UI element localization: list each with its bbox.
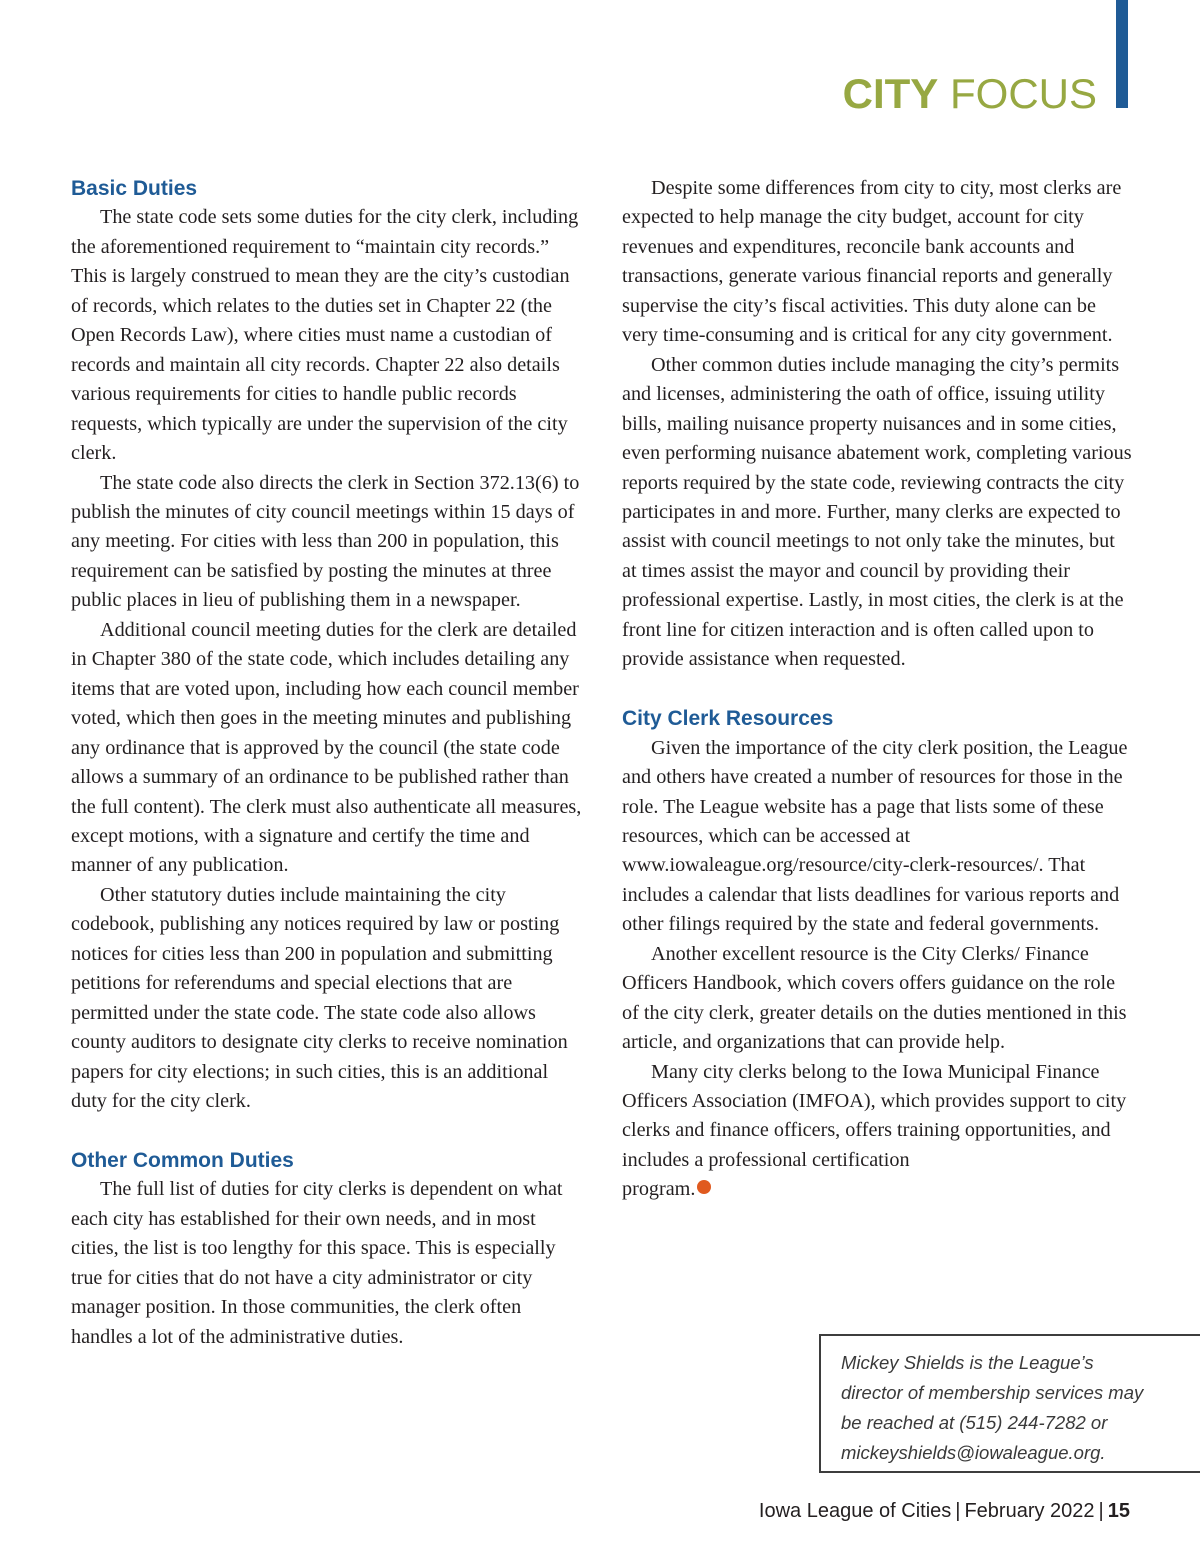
paragraph: Other common duties include managing the city’s permits and licenses, administering the oath of office, issuing utility bills, mailing nuisance property nuisances and in some cities, even performing nuisance abatement work, completing various reports required by the state code, reviewing contracts the city participates in and more. Further, many clerks are expected to assist with council meetings to not only take the minutes, but at times assist the mayor and council by providing their professional expertise. Lastly, in most cities, the clerk is at the front line for citizen interaction and is often called upon to provide assistance when requested. (622, 353, 1132, 671)
section-gap (71, 1117, 585, 1146)
author-bio-box (819, 1334, 1200, 1473)
left-column (71, 174, 585, 1352)
paragraph: The full list of duties for city clerks is dependent on what each city has established for their own needs, and in most cities, the list is too lengthy for this space. This is especially true for cities that do not have a city administrator or city manager position. In those communities, the clerk often handles a lot of the administrative duties. (71, 1178, 563, 1348)
section-label-light: FOCUS (938, 70, 1097, 117)
accent-bar (1116, 0, 1128, 108)
paragraph: Additional council meeting duties for the clerk are detailed in Chapter 380 of the state code, which includes detailing any items that are voted upon, including how each council member voted, which then goes in the meeting minutes and publishing any ordinance that is approved by the council (the state code allows a summary of an ordinance to be published rather than the full content). The clerk must also authenticate all measures, except motions, with a signature and certify the time and manner of any publication. (71, 618, 582, 877)
section-gap (622, 675, 1132, 704)
paragraph: Other statutory duties include maintaining the city codebook, publishing any notices required by law or posting notices for cities less than 200 in population and submitting petitions for referendums and special elections that are permitted under the state code. The state code also allows county auditors to designate city clerks to receive nomination papers for city elections; in such cities, this is an additional duty for the city clerk. (71, 883, 568, 1113)
final-paragraph (622, 1058, 1132, 1205)
right-column (622, 174, 1132, 1205)
heading-city-clerk-resources: City Clerk Resources (622, 707, 834, 731)
bio-line: be reached at (515) 244-7282 or (841, 1412, 1108, 1433)
paragraph: Given the importance of the city clerk position, the League and others have created a number of resources for those in the role. The League website has a page that lists some of these resources, which can be accessed at www.iowaleague.org/resource/city-clerk-resources/. That includes a calendar that lists deadlines for various reports and other filings required by the state and federal governments. (622, 736, 1128, 936)
bio-line: director of membership services may (841, 1382, 1144, 1403)
page-number: 15 (1107, 1500, 1130, 1522)
paragraph: The state code also directs the clerk in Section 372.13(6) to publish the minutes of city council meetings within 15 days of any meeting. For cities with less than 200 in population, this requirement can be satisfied by posting the minutes at three public places in lieu of publishing them in a newspaper. (71, 471, 580, 612)
footer-issue: February 2022 (964, 1500, 1095, 1522)
paragraph: Another excellent resource is the City Clerks/ Finance Officers Handbook, which covers offers guidance on the role of the city clerk, greater details on the duties mentioned in this article, and organizations that can provide help. (622, 942, 1127, 1054)
section-label (843, 68, 1097, 120)
end-mark-icon (697, 1180, 711, 1194)
footer-separator: | (955, 1500, 961, 1522)
heading-basic-duties: Basic Duties (71, 177, 198, 200)
heading-other-common-duties: Other Common Duties (71, 1148, 294, 1172)
bio-line: Mickey Shields is the League’s (841, 1352, 1094, 1373)
paragraph: The state code sets some duties for the city clerk, including the aforementioned requirement to “maintain city records.” This is largely construed to mean they are the city’s custodian of records, which relates to the duties set in Chapter 22 (the Open Records Law), where cities must name a custodian of records and maintain all city records. Chapter 22 also details various requirements for cities to handle public records requests, which typically are under the supervision of the city clerk. (71, 206, 579, 465)
bio-line: mickeyshields@iowaleague.org. (841, 1442, 1106, 1463)
page-footer (759, 1497, 1130, 1525)
final-paragraph-end: program. (622, 1178, 696, 1201)
footer-separator: | (1098, 1500, 1104, 1522)
footer-publication: Iowa League of Cities (758, 1500, 952, 1522)
final-paragraph-text: Many city clerks belong to the Iowa Municipal Finance Officers Association (IMFOA), which provides support to city clerks and finance officers, offers training opportunities, and includes a professional certification (622, 1060, 1127, 1171)
section-label-bold: CITY (842, 70, 939, 117)
paragraph: Despite some differences from city to city, most clerks are expected to help manage the city budget, account for city revenues and expenditures, reconcile bank accounts and transactions, generate various financial reports and generally supervise the city’s fiscal activities. This duty alone can be very time-consuming and is critical for any city government. (622, 177, 1122, 347)
